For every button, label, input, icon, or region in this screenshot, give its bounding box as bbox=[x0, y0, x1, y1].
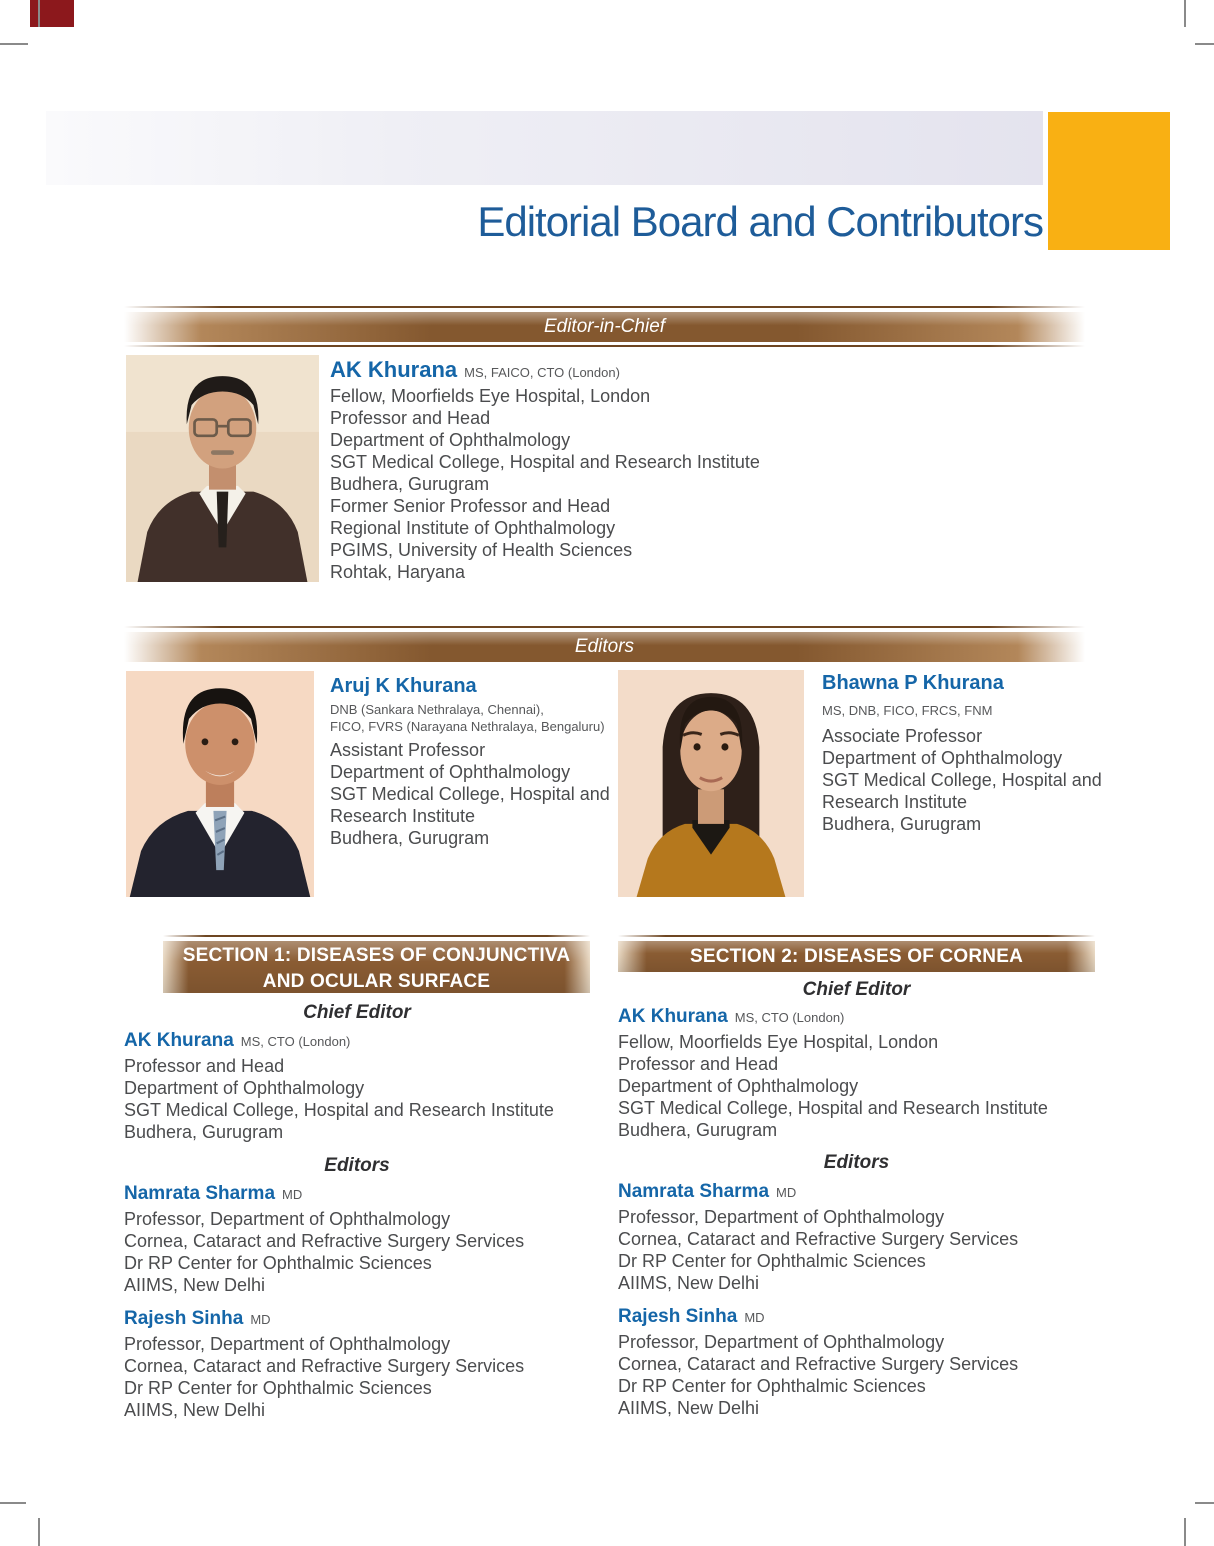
detail-line: SGT Medical College, Hospital and Research Institute bbox=[618, 1098, 1048, 1118]
section1-editor-rajesh-block bbox=[124, 1308, 524, 1421]
detail-line: Professor and Head bbox=[618, 1054, 779, 1074]
editor-aruj-credentials bbox=[330, 701, 610, 735]
detail-line: Professor and Head bbox=[330, 408, 491, 428]
editor-credentials: MD bbox=[250, 1312, 271, 1327]
section1-chief-editor-name: AK Khurana bbox=[124, 1030, 234, 1051]
detail-line: AIIMS, New Delhi bbox=[124, 1275, 266, 1295]
section2-editor-rajesh-block bbox=[618, 1306, 1018, 1419]
crop-mark-bottom-left-v bbox=[38, 1518, 40, 1546]
banner-rule bbox=[618, 935, 1095, 937]
editor-name: Namrata Sharma bbox=[618, 1181, 770, 1202]
detail-line: SGT Medical College, Hospital and bbox=[330, 784, 610, 804]
detail-line: Budhera, Gurugram bbox=[124, 1122, 284, 1142]
detail-line: Budhera, Gurugram bbox=[330, 474, 490, 494]
detail-line: Assistant Professor bbox=[330, 740, 486, 760]
section2-chief-editor-name: AK Khurana bbox=[618, 1006, 728, 1027]
detail-line: AIIMS, New Delhi bbox=[618, 1398, 760, 1418]
detail-line: Professor, Department of Ophthalmology bbox=[618, 1207, 945, 1227]
section1-editor-namrata-block bbox=[124, 1183, 524, 1296]
detail-line: Professor, Department of Ophthalmology bbox=[124, 1209, 451, 1229]
detail-line: PGIMS, University of Health Sciences bbox=[330, 540, 633, 560]
detail-line: Department of Ophthalmology bbox=[330, 762, 571, 782]
print-registration-red-patch bbox=[30, 0, 74, 27]
detail-line: Department of Ophthalmology bbox=[124, 1078, 365, 1098]
section2-chief-editor-credentials: MS, CTO (London) bbox=[734, 1010, 845, 1025]
crop-mark-bottom-right-v bbox=[1184, 1518, 1186, 1546]
ak-khurana-photo bbox=[126, 355, 319, 582]
banner-editor-in-chief-label: Editor-in-Chief bbox=[543, 316, 666, 337]
section2-chief-editor-heading: Chief Editor bbox=[802, 979, 911, 1000]
detail-line: Associate Professor bbox=[822, 726, 983, 746]
detail-line: Department of Ophthalmology bbox=[618, 1076, 859, 1096]
section2-banner-line1: SECTION 2: DISEASES OF CORNEA bbox=[689, 946, 1024, 967]
section1-chief-editor-block bbox=[124, 1030, 554, 1143]
section2-banner bbox=[618, 941, 1095, 972]
section1-banner bbox=[163, 941, 590, 993]
detail-line: Professor and Head bbox=[124, 1056, 285, 1076]
editor-credentials: MD bbox=[776, 1185, 797, 1200]
aruj-k-khurana-portrait-art bbox=[126, 671, 314, 897]
section1-chief-editor-details bbox=[124, 1055, 554, 1143]
detail-line: Fellow, Moorfields Eye Hospital, London bbox=[330, 386, 651, 406]
section1-banner-line2: AND OCULAR SURFACE bbox=[262, 971, 491, 992]
detail-line: Dr RP Center for Ophthalmic Sciences bbox=[124, 1253, 432, 1273]
editor-bhawna-block bbox=[822, 672, 1102, 835]
detail-line: Budhera, Gurugram bbox=[330, 828, 490, 848]
detail-line: Dr RP Center for Ophthalmic Sciences bbox=[618, 1376, 926, 1396]
banner-rule bbox=[124, 345, 1085, 347]
editor-credentials: MD bbox=[744, 1310, 765, 1325]
section2-editor-namrata-block bbox=[618, 1181, 1018, 1294]
header-accent-yellow-block bbox=[1048, 112, 1170, 250]
editor-in-chief-credentials: MS, FAICO, CTO (London) bbox=[464, 365, 620, 380]
aruj-k-khurana-photo bbox=[126, 671, 314, 897]
credential-line: FICO, FVRS (Narayana Nethralaya, Bengaluru) bbox=[330, 719, 605, 734]
section2-editors-heading: Editors bbox=[823, 1152, 890, 1173]
editor-name: Rajesh Sinha bbox=[124, 1308, 244, 1329]
detail-line: AIIMS, New Delhi bbox=[124, 1400, 266, 1420]
header-gradient-band bbox=[46, 111, 1043, 185]
crop-mark-top-right-h bbox=[1195, 43, 1214, 45]
crop-mark-top-right-v bbox=[1184, 0, 1186, 27]
editor-details bbox=[124, 1208, 524, 1296]
editor-bhawna-credentials bbox=[822, 702, 1102, 719]
detail-line: Budhera, Gurugram bbox=[618, 1120, 778, 1140]
detail-line: Department of Ophthalmology bbox=[330, 430, 571, 450]
section1-chief-editor-heading: Chief Editor bbox=[303, 1002, 411, 1023]
detail-line: SGT Medical College, Hospital and Research Institute bbox=[330, 452, 760, 472]
editor-bhawna-details bbox=[822, 725, 1102, 835]
crop-mark-bottom-left-h bbox=[0, 1502, 26, 1504]
detail-line: Regional Institute of Ophthalmology bbox=[330, 518, 616, 538]
detail-line: AIIMS, New Delhi bbox=[618, 1273, 760, 1293]
detail-line: Fellow, Moorfields Eye Hospital, London bbox=[618, 1032, 939, 1052]
detail-line: Research Institute bbox=[822, 792, 968, 812]
detail-line: Dr RP Center for Ophthalmic Sciences bbox=[124, 1378, 432, 1398]
detail-line: SGT Medical College, Hospital and Research Institute bbox=[124, 1100, 554, 1120]
banner-rule bbox=[124, 626, 1085, 628]
banner-rule bbox=[163, 935, 590, 937]
editor-details bbox=[618, 1331, 1018, 1419]
editor-in-chief-details bbox=[330, 385, 760, 583]
detail-line: Dr RP Center for Ophthalmic Sciences bbox=[618, 1251, 926, 1271]
page-title: Editorial Board and Contributors bbox=[477, 198, 1043, 245]
credential-line: MS, DNB, FICO, FRCS, FNM bbox=[822, 703, 993, 718]
crop-mark-top-left-v bbox=[38, 0, 40, 27]
section2-chief-editor-block bbox=[618, 1006, 1048, 1141]
ak-khurana-portrait-art bbox=[126, 355, 319, 582]
section1-editors-heading: Editors bbox=[324, 1155, 390, 1176]
section1-banner-line1: SECTION 1: DISEASES OF CONJUNCTIVA bbox=[182, 945, 571, 966]
editor-details bbox=[124, 1333, 524, 1421]
editor-aruj-name: Aruj K Khurana bbox=[330, 675, 477, 697]
detail-line: Budhera, Gurugram bbox=[822, 814, 982, 834]
detail-line: Cornea, Cataract and Refractive Surgery Services bbox=[124, 1231, 525, 1251]
crop-mark-bottom-right-h bbox=[1195, 1502, 1214, 1504]
detail-line: Professor, Department of Ophthalmology bbox=[124, 1334, 451, 1354]
editor-name: Rajesh Sinha bbox=[618, 1306, 738, 1327]
editor-in-chief-block bbox=[330, 357, 760, 583]
banner-editors-label: Editors bbox=[574, 636, 635, 657]
detail-line: Cornea, Cataract and Refractive Surgery Services bbox=[618, 1229, 1019, 1249]
detail-line: Professor, Department of Ophthalmology bbox=[618, 1332, 945, 1352]
bhawna-p-khurana-photo bbox=[618, 670, 804, 897]
credential-line: DNB (Sankara Nethralaya, Chennai), bbox=[330, 702, 544, 717]
editor-bhawna-name: Bhawna P Khurana bbox=[822, 672, 1004, 694]
editor-details bbox=[618, 1206, 1018, 1294]
banner-editors bbox=[124, 632, 1085, 662]
editor-name: Namrata Sharma bbox=[124, 1183, 276, 1204]
section1-chief-editor-credentials: MS, CTO (London) bbox=[240, 1034, 351, 1049]
detail-line: Department of Ophthalmology bbox=[822, 748, 1063, 768]
detail-line: Cornea, Cataract and Refractive Surgery Services bbox=[618, 1354, 1019, 1374]
section2-chief-editor-details bbox=[618, 1031, 1048, 1141]
detail-line: Research Institute bbox=[330, 806, 476, 826]
detail-line: Rohtak, Haryana bbox=[330, 562, 466, 582]
crop-mark-top-left-h bbox=[0, 43, 28, 45]
detail-line: SGT Medical College, Hospital and bbox=[822, 770, 1102, 790]
editor-aruj-details bbox=[330, 739, 610, 849]
bhawna-p-khurana-portrait-art bbox=[618, 670, 804, 897]
banner-rule bbox=[124, 306, 1085, 308]
editor-credentials: MD bbox=[282, 1187, 303, 1202]
detail-line: Former Senior Professor and Head bbox=[330, 496, 611, 516]
detail-line: Cornea, Cataract and Refractive Surgery Services bbox=[124, 1356, 525, 1376]
editor-in-chief-name: AK Khurana bbox=[330, 357, 458, 382]
editor-aruj-block bbox=[330, 675, 610, 849]
banner-editor-in-chief bbox=[124, 312, 1085, 342]
